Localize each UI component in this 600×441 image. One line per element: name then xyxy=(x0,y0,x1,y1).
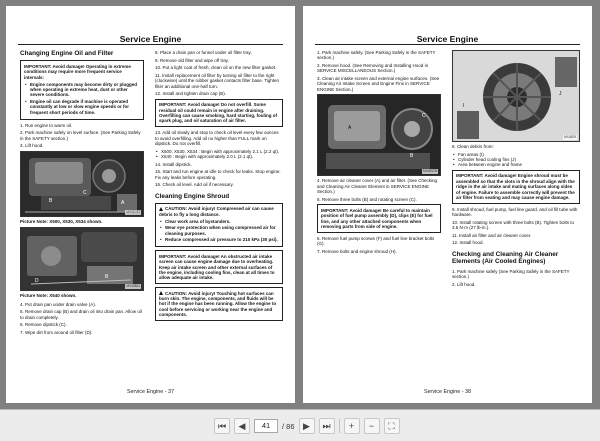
step: 7. Remove bolts and engine shroud (H). xyxy=(317,248,397,254)
svg-text:B: B xyxy=(105,274,109,281)
engine-photo-image xyxy=(21,228,144,291)
section-title: Changing Engine Oil and Filter xyxy=(20,50,114,57)
warning-icon xyxy=(159,291,163,295)
photo-id: MX31031 xyxy=(126,209,140,214)
caution-box xyxy=(155,203,283,247)
step: 2. Park machine safely on level surface. (See Parking Safely in the SAFETY section.) xyxy=(20,130,141,141)
section-title: Checking and Cleaning Air Cleaner Elements (Air Cooled Engines) xyxy=(452,250,559,266)
step: 11. Install air filter and air cleaner cover. xyxy=(452,232,532,238)
step: 5. Remove three bolts (B) and rotating screen (C). xyxy=(317,196,417,202)
page-footer: Service Engine - 37 xyxy=(126,389,175,395)
warning-icon xyxy=(159,207,163,211)
zoom-out-icon[interactable]: − xyxy=(364,418,380,434)
right-page xyxy=(303,6,592,403)
important-box: IMPORTANT: Avoid damage! Do not overfill. Some residual oil could remain in engine after draining. Overfilling can cause smoking, hard starting, fouling of spark plug, and oil saturation of air filter. xyxy=(155,99,283,127)
viewer-toolbar xyxy=(0,409,600,441)
step: 1. Run engine to warm oil. xyxy=(20,122,73,128)
photo-id: MX4902B xyxy=(423,169,437,173)
important-box: IMPORTANT: Avoid damage! An obstructed air intake screen can cause engine damage due to overheating. Keep air intake screen and other external surfaces of the engine, including cooling fins, clean at all times to allow adequate air intake. xyxy=(155,250,283,284)
next-page-button[interactable]: ▶ xyxy=(299,418,315,434)
last-page-button[interactable]: ⏭ xyxy=(319,418,335,434)
header-rule xyxy=(315,44,580,45)
page-header: Service Engine xyxy=(119,34,182,44)
total-pages: / 86 xyxy=(282,421,295,431)
header-rule xyxy=(18,44,283,45)
step: 10. Install rotating screen with three bolts (B). Tighten bolts to 3.5 N·m (27 lb-in.). xyxy=(452,219,575,231)
important-bullet: • Engine oil can degrade if machine is operated constantly at low or slow engine speeds or for frequent short periods of time. xyxy=(30,99,140,115)
step: 4. Remove air cleaner cover (A) and air filter. (See Checking and Cleaning Air Cleaner Element in SERVICE ENGINE Section.) xyxy=(317,178,438,195)
step: 12. Install hood. xyxy=(452,240,484,246)
engine-photo xyxy=(20,227,144,291)
svg-text:A: A xyxy=(348,125,352,132)
debris-item: • Area between engine and frame xyxy=(458,162,580,167)
debris-item: • Fan areas (I) xyxy=(458,152,580,157)
svg-text:C: C xyxy=(83,190,87,196)
fullscreen-icon[interactable]: ⛶ xyxy=(384,418,400,434)
svg-text:A: A xyxy=(121,200,125,206)
caution-text: CAUTION: Avoid injury! Touching hot surfaces can burn skin. The engine, components, and fluids will be hot if the engine has been running. Allow the engine to cool before servicing or working near the engine and components. xyxy=(159,290,277,318)
step: 16. Check oil level. Add oil if necessary. xyxy=(155,182,234,188)
caution-bullet: • Reduce compressed air pressure to 210 kPa (30 psi). xyxy=(165,237,279,242)
picture-note: Picture Note: X540 shown. xyxy=(20,293,77,299)
important-box: IMPORTANT: Avoid damage! Be careful to maintain position of fuel pump assembly (D), clips (E) for fuel line, and any other attached components when removing parts from side of engine. xyxy=(317,204,441,232)
debris-item: • Cylinder head cooling fins (J) xyxy=(458,157,580,162)
svg-text:D: D xyxy=(35,278,39,285)
svg-text:J: J xyxy=(559,91,562,97)
step: 11. Install replacement oil filter by turning oil filter to the right (clockwise) until the rubber gasket contacts filter base. Tighten filter an additional one-half turn. xyxy=(155,72,280,89)
step: 1. Park machine safely. (See Parking Safely in the SAFETY section.) xyxy=(317,50,436,61)
step: 8. Place a drain pan or funnel under oil filter tray. xyxy=(155,50,252,55)
step: 2. Lift hood. xyxy=(452,281,476,287)
step: 12. Install and tighten drain cap (B). xyxy=(155,91,227,97)
step: 4. Put drain pan under drain valve (A). xyxy=(20,301,97,307)
caution-bullet: • Clear work area of bystanders. xyxy=(165,219,279,224)
step: 3. Lift hood. xyxy=(20,143,44,149)
engine-photo xyxy=(452,50,580,142)
toolbar-divider xyxy=(339,419,340,433)
step: 1. Park machine safely (See Parking Safely in the SAFETY section.) xyxy=(452,268,570,280)
right-column xyxy=(452,50,580,289)
important-box: IMPORTANT: Avoid damage! Engine shroud must be assembled so that the slots in the shroud align with the ridge in the air intake and mating surfaces along sides of engine. Failure to assemble correctly will prevent the air filter from seating and may cause engine damage. xyxy=(452,170,580,204)
first-page-button[interactable]: ⏮ xyxy=(214,418,230,434)
step: 2. Remove hood. (See Removing and Installing Hood in SERVICE MISCELLANEOUS Section.) xyxy=(317,63,429,74)
svg-text:B: B xyxy=(49,198,53,204)
engine-photo-image xyxy=(21,152,144,217)
step: 5. Remove drain cap (B) and drain oil into drain pan. Allow oil to drain completely. xyxy=(20,309,142,320)
step: 13. Add oil slowly and stop to check oil level every few ounces to avoid overfilling. Add oil no higher than FULL mark on dipstick. Do not overfill. xyxy=(155,130,279,146)
toolbar-controls xyxy=(214,418,400,434)
important-box xyxy=(20,60,144,119)
page-header: Service Engine xyxy=(416,34,479,44)
zoom-in-icon[interactable]: + xyxy=(344,418,360,434)
step: 6. Remove dipstick (C). xyxy=(20,322,67,328)
step: 3. Clean air intake screen and external engine surfaces. (See Cleaning Air Intake Screen and Engine Fins in SERVICE ENGINE Section.) xyxy=(317,76,440,92)
step: 8. Clean debris from: xyxy=(452,144,494,149)
picture-note: Picture Note: X500, X530, X534 shown. xyxy=(20,219,103,224)
step: 9. Remove old filter and wipe off tray. xyxy=(155,57,229,63)
engine-photo-image xyxy=(453,51,580,142)
photo-id: MX4829 xyxy=(564,134,576,139)
caution-box xyxy=(155,287,283,321)
important-lead: IMPORTANT: Avoid damage! Operating in extreme conditions may require more frequent service intervals: xyxy=(24,63,131,80)
page-footer: Service Engine - 38 xyxy=(423,389,472,395)
oil-capacity-item: • X500, X530, X534 : Begin with approximately 2.1 L (2.2 qt). xyxy=(161,149,283,154)
step: 7. Wipe dirt from around oil filter (D). xyxy=(20,330,93,335)
caution-bullet: • Wear eye protection when using compressed air for cleaning purposes. xyxy=(165,225,279,236)
step: 15. Start and run engine at idle to check for leaks. Stop engine. Fix any leaks before operating. xyxy=(155,169,281,180)
step: 9. Install shroud, fuel pump, fuel line guard, and oil fill tube with hardware. xyxy=(452,206,578,218)
section-title: Cleaning Engine Shroud xyxy=(155,192,230,200)
left-column xyxy=(20,50,144,338)
caution-lead: CAUTION: Avoid injury! Compressed air can cause debris to fly a long distance. xyxy=(159,206,274,217)
step: 14. Install dipstick. xyxy=(155,161,192,167)
page-number-input[interactable]: 41 xyxy=(254,419,278,433)
photo-id: MX30881 xyxy=(126,284,140,288)
engine-photo-image xyxy=(318,95,441,176)
svg-text:I: I xyxy=(463,103,465,109)
left-column xyxy=(317,50,441,256)
right-column xyxy=(155,50,283,324)
svg-text:C: C xyxy=(422,113,426,120)
step: 6. Remove fuel pump screws (F) and fuel line bracket bolts (G). xyxy=(317,235,435,247)
previous-page-button[interactable]: ◀ xyxy=(234,418,250,434)
important-bullet: • Engine components may become dirty or plugged when operating in extreme heat, dust or other severe conditions. xyxy=(30,82,140,98)
step: 10. Put a light coat of fresh, clean oil on the new filter gasket. xyxy=(155,65,277,71)
engine-photo xyxy=(317,94,441,176)
svg-text:B: B xyxy=(410,153,414,160)
engine-photo xyxy=(20,151,144,217)
oil-capacity-item: • X540 : Begin with approximately 2.0 L (2.1 qt). xyxy=(161,154,283,159)
left-page xyxy=(6,6,295,403)
